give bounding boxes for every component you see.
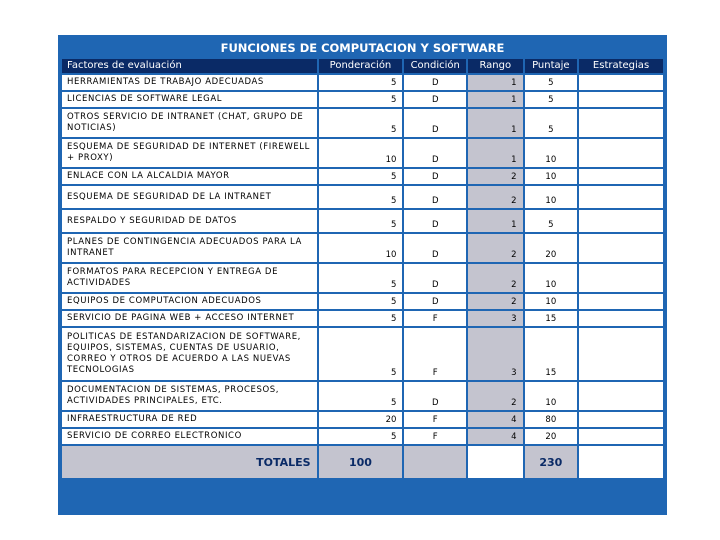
totals-rango-empty <box>468 446 523 478</box>
estrategias-cell <box>579 429 663 444</box>
factor-cell: ENLACE CON LA ALCALDIA MAYOR <box>62 169 317 184</box>
ponderacion-cell: 5 <box>319 429 403 444</box>
condicion-cell: D <box>404 186 466 208</box>
rango-cell: 1 <box>468 139 523 167</box>
ponderacion-cell: 5 <box>319 169 403 184</box>
condicion-cell: D <box>404 294 466 309</box>
ponderacion-cell: 5 <box>319 294 403 309</box>
factor-cell: INFRAESTRUCTURA DE RED <box>62 412 317 427</box>
evaluation-table-frame <box>58 35 667 515</box>
condicion-cell: F <box>404 311 466 326</box>
table-row <box>62 294 663 309</box>
table-row <box>62 382 663 410</box>
estrategias-cell <box>579 210 663 232</box>
rango-cell: 2 <box>468 264 523 292</box>
estrategias-cell <box>579 139 663 167</box>
rango-cell: 2 <box>468 382 523 410</box>
puntaje-cell: 15 <box>525 311 578 326</box>
table-row <box>62 311 663 326</box>
table-row <box>62 186 663 208</box>
puntaje-cell: 20 <box>525 429 578 444</box>
puntaje-cell: 10 <box>525 169 578 184</box>
factor-cell: RESPALDO Y SEGURIDAD DE DATOS <box>62 210 317 232</box>
estrategias-cell <box>579 186 663 208</box>
condicion-cell: D <box>404 234 466 262</box>
estrategias-cell <box>579 169 663 184</box>
rango-cell: 4 <box>468 412 523 427</box>
ponderacion-cell: 5 <box>319 75 403 90</box>
puntaje-cell: 10 <box>525 264 578 292</box>
rango-cell: 3 <box>468 328 523 380</box>
condicion-cell: F <box>404 328 466 380</box>
condicion-cell: F <box>404 412 466 427</box>
table-row <box>62 210 663 232</box>
table-row <box>62 169 663 184</box>
header-ponderacion: Ponderación <box>319 59 403 73</box>
ponderacion-cell: 5 <box>319 186 403 208</box>
header-estrategias: Estrategias <box>579 59 663 73</box>
factor-cell: FORMATOS PARA RECEPCION Y ENTREGA DE ACTIVIDADES <box>62 264 317 292</box>
rango-cell: 1 <box>468 109 523 137</box>
factor-cell: POLITICAS DE ESTANDARIZACION DE SOFTWARE, EQUIPOS, SISTEMAS, CUENTAS DE USUARIO, CORREO Y OTROS DE ACUERDO A LAS NUEVAS TECNOLOGIAS <box>62 328 317 380</box>
puntaje-cell: 5 <box>525 210 578 232</box>
condicion-cell: D <box>404 210 466 232</box>
ponderacion-cell: 5 <box>319 328 403 380</box>
table-title: FUNCIONES DE COMPUTACION Y SOFTWARE <box>62 39 663 57</box>
rango-cell: 2 <box>468 234 523 262</box>
ponderacion-cell: 20 <box>319 412 403 427</box>
puntaje-cell: 10 <box>525 186 578 208</box>
ponderacion-cell: 5 <box>319 210 403 232</box>
puntaje-cell: 5 <box>525 92 578 107</box>
table-row <box>62 109 663 137</box>
factor-cell: DOCUMENTACION DE SISTEMAS, PROCESOS, ACTIVIDADES PRINCIPALES, ETC. <box>62 382 317 410</box>
condicion-cell: D <box>404 169 466 184</box>
ponderacion-cell: 10 <box>319 139 403 167</box>
table-row <box>62 328 663 380</box>
rango-cell: 4 <box>468 429 523 444</box>
estrategias-cell <box>579 412 663 427</box>
rango-cell: 2 <box>468 169 523 184</box>
condicion-cell: F <box>404 429 466 444</box>
factor-cell: OTROS SERVICIO DE INTRANET (CHAT, GRUPO DE NOTICIAS) <box>62 109 317 137</box>
estrategias-cell <box>579 75 663 90</box>
puntaje-cell: 5 <box>525 109 578 137</box>
estrategias-cell <box>579 264 663 292</box>
evaluation-table <box>60 37 665 480</box>
header-condicion: Condición <box>404 59 466 73</box>
ponderacion-cell: 5 <box>319 264 403 292</box>
header-puntaje: Puntaje <box>525 59 578 73</box>
totals-label: TOTALES <box>62 446 317 478</box>
header-factores: Factores de evaluación <box>62 59 317 73</box>
estrategias-cell <box>579 92 663 107</box>
condicion-cell: D <box>404 75 466 90</box>
factor-cell: ESQUEMA DE SEGURIDAD DE LA INTRANET <box>62 186 317 208</box>
estrategias-cell <box>579 234 663 262</box>
rango-cell: 1 <box>468 75 523 90</box>
estrategias-cell <box>579 294 663 309</box>
factor-cell: EQUIPOS DE COMPUTACION ADECUADOS <box>62 294 317 309</box>
table-row <box>62 264 663 292</box>
factor-cell: SERVICIO DE PAGINA WEB + ACCESO INTERNET <box>62 311 317 326</box>
puntaje-cell: 15 <box>525 328 578 380</box>
rango-cell: 1 <box>468 210 523 232</box>
table-row <box>62 429 663 444</box>
factor-cell: HERRAMIENTAS DE TRABAJO ADECUADAS <box>62 75 317 90</box>
estrategias-cell <box>579 328 663 380</box>
totals-estrategias-empty <box>579 446 663 478</box>
rango-cell: 2 <box>468 186 523 208</box>
puntaje-cell: 10 <box>525 139 578 167</box>
estrategias-cell <box>579 382 663 410</box>
ponderacion-cell: 10 <box>319 234 403 262</box>
factor-cell: ESQUEMA DE SEGURIDAD DE INTERNET (FIREWELL + PROXY) <box>62 139 317 167</box>
rango-cell: 2 <box>468 294 523 309</box>
puntaje-cell: 20 <box>525 234 578 262</box>
condicion-cell: D <box>404 92 466 107</box>
totals-condicion-empty <box>404 446 466 478</box>
totals-ponderacion: 100 <box>319 446 403 478</box>
table-row <box>62 75 663 90</box>
ponderacion-cell: 5 <box>319 311 403 326</box>
puntaje-cell: 80 <box>525 412 578 427</box>
puntaje-cell: 5 <box>525 75 578 90</box>
puntaje-cell: 10 <box>525 382 578 410</box>
condicion-cell: D <box>404 264 466 292</box>
factor-cell: SERVICIO DE CORREO ELECTRONICO <box>62 429 317 444</box>
condicion-cell: D <box>404 109 466 137</box>
table-row <box>62 92 663 107</box>
rango-cell: 1 <box>468 92 523 107</box>
totals-row <box>62 446 663 478</box>
condicion-cell: D <box>404 382 466 410</box>
factor-cell: LICENCIAS DE SOFTWARE LEGAL <box>62 92 317 107</box>
ponderacion-cell: 5 <box>319 92 403 107</box>
ponderacion-cell: 5 <box>319 109 403 137</box>
table-row <box>62 412 663 427</box>
puntaje-cell: 10 <box>525 294 578 309</box>
header-rango: Rango <box>468 59 523 73</box>
estrategias-cell <box>579 109 663 137</box>
ponderacion-cell: 5 <box>319 382 403 410</box>
condicion-cell: D <box>404 139 466 167</box>
estrategias-cell <box>579 311 663 326</box>
table-row <box>62 234 663 262</box>
table-row <box>62 139 663 167</box>
totals-puntaje: 230 <box>525 446 578 478</box>
factor-cell: PLANES DE CONTINGENCIA ADECUADOS PARA LA INTRANET <box>62 234 317 262</box>
rango-cell: 3 <box>468 311 523 326</box>
